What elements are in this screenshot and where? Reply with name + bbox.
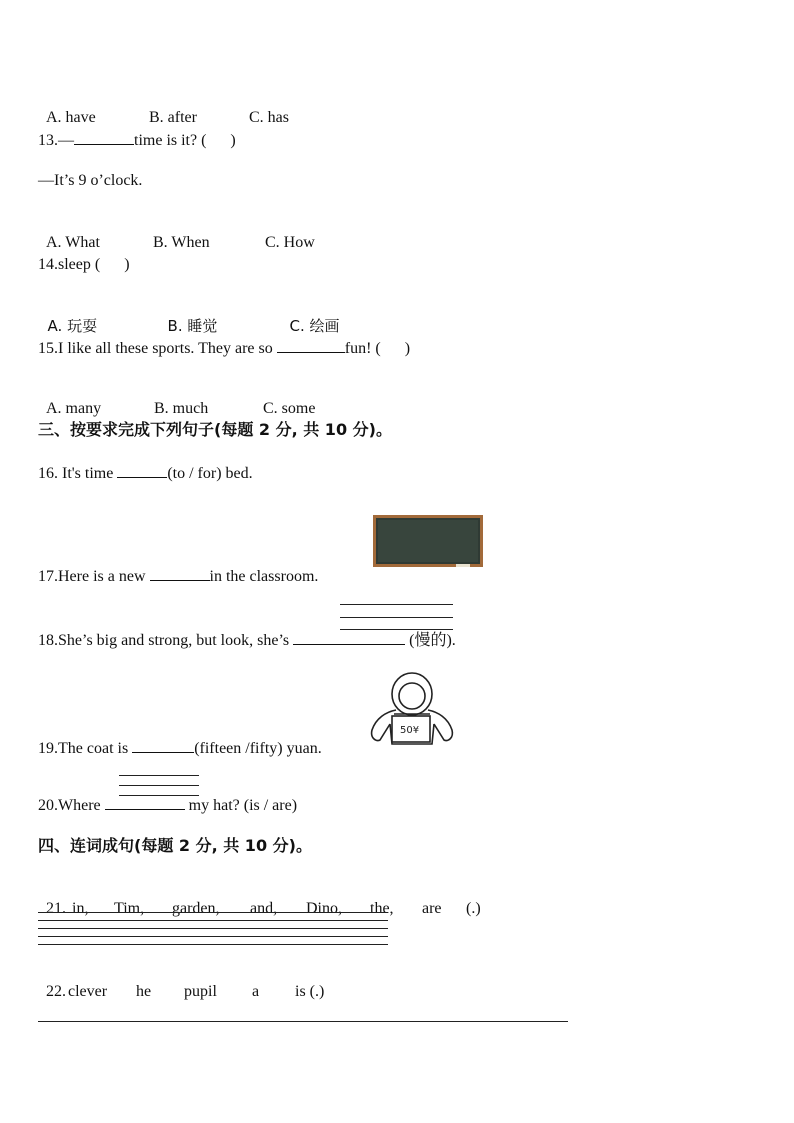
q12-option-a: A. have (46, 109, 96, 126)
q21-number: 21. (46, 900, 66, 917)
q13-dash: — (58, 132, 74, 149)
q17-text-post: in the classroom. (209, 568, 319, 585)
q18-writing-line-2 (340, 617, 453, 618)
q18-text-post: (慢的). (405, 632, 456, 649)
q19-blank[interactable] (132, 738, 194, 753)
q13-option-b: B. When (153, 234, 210, 251)
q12-option-b: B. after (149, 109, 197, 126)
q12-options (38, 88, 289, 128)
q21-answer-line-5[interactable] (38, 944, 388, 945)
q22-word: a (252, 983, 260, 1000)
q21-word: in, (72, 900, 89, 917)
q22-word: is (.) (295, 983, 325, 1000)
q15-options (38, 379, 315, 419)
coat-picture (364, 670, 456, 750)
q22-number: 22. (46, 983, 66, 1000)
q12-option-c: C. has (249, 109, 289, 126)
q21-word: (.) (466, 900, 481, 917)
q21-answer-line-3[interactable] (38, 928, 388, 929)
q14-options (38, 296, 340, 336)
q16-text-post: (to / for) bed. (167, 465, 253, 482)
price-tag-text: 50¥ (400, 725, 420, 736)
q19-question (38, 738, 322, 759)
q14-option-a: A. 玩耍 (47, 317, 98, 335)
q20-blank[interactable] (105, 795, 185, 810)
q18-text-pre: 18.She’s big and strong, but look, she’s (38, 632, 294, 649)
q17-blank[interactable] (150, 566, 210, 581)
q13-options (38, 213, 315, 253)
q13-option-c: C. How (265, 234, 315, 251)
q16-question (38, 463, 253, 484)
q22-question (38, 962, 324, 1002)
q13-option-a: A. What (46, 234, 100, 251)
q13-blank[interactable] (74, 130, 134, 145)
q14-option-c: C. 绘画 (289, 317, 340, 335)
q14-question: 14.sleep ( ) (38, 256, 130, 273)
q17-question (38, 566, 318, 587)
q21-word: and, (250, 900, 278, 917)
q21-answer-line-4[interactable] (38, 936, 388, 937)
q13-answer: —It’s 9 o’clock. (38, 172, 143, 189)
q15-option-c: C. some (263, 400, 316, 417)
q15-text-pre: 15.I like all these sports. They are so (38, 340, 277, 357)
q16-blank[interactable] (117, 463, 167, 478)
q20-writing-line-1 (119, 775, 199, 776)
q21-answer-line-2[interactable] (38, 920, 388, 921)
q22-answer-line[interactable] (38, 1021, 568, 1022)
q22-word: he (136, 983, 152, 1000)
blackboard-picture (372, 514, 484, 570)
q21-question (38, 879, 481, 919)
q16-text-pre: 16. It's time (38, 465, 118, 482)
q21-answer-line-1[interactable] (38, 912, 388, 913)
q15-blank[interactable] (277, 338, 345, 353)
q20-text-post: my hat? (is / are) (184, 797, 298, 814)
q21-word: Tim, (114, 900, 145, 917)
q13-text: time is it? ( ) (134, 132, 236, 149)
q13-number: 13. (38, 132, 58, 149)
q21-word: garden, (172, 900, 220, 917)
section-4-heading: 四、连词成句(每题 2 分, 共 10 分)。 (38, 836, 312, 855)
q18-writing-line-1 (340, 604, 453, 605)
q19-text-pre: 19.The coat is (38, 740, 133, 757)
q20-question (38, 795, 297, 816)
q15-option-b: B. much (154, 400, 209, 417)
q15-option-a: A. many (46, 400, 102, 417)
section-3-heading: 三、按要求完成下列句子(每题 2 分, 共 10 分)。 (38, 420, 392, 439)
q17-text-pre: 17.Here is a new (38, 568, 150, 585)
q19-text-post: (fifteen /fifty) yuan. (194, 740, 322, 757)
q21-word: Dino, (306, 900, 342, 917)
q14-option-b: B. 睡觉 (167, 317, 218, 335)
q15-text-post: fun! ( ) (344, 340, 411, 357)
q21-word: the, (370, 900, 394, 917)
q21-word: are (422, 900, 442, 917)
q18-question (38, 630, 456, 651)
q22-word: clever (68, 983, 108, 1000)
q15-question (38, 338, 410, 359)
q22-word: pupil (184, 983, 217, 1000)
q13-question (38, 130, 236, 151)
q18-blank[interactable] (293, 630, 405, 645)
q20-text-pre: 20.Where (38, 797, 105, 814)
q20-writing-line-2 (119, 785, 199, 786)
